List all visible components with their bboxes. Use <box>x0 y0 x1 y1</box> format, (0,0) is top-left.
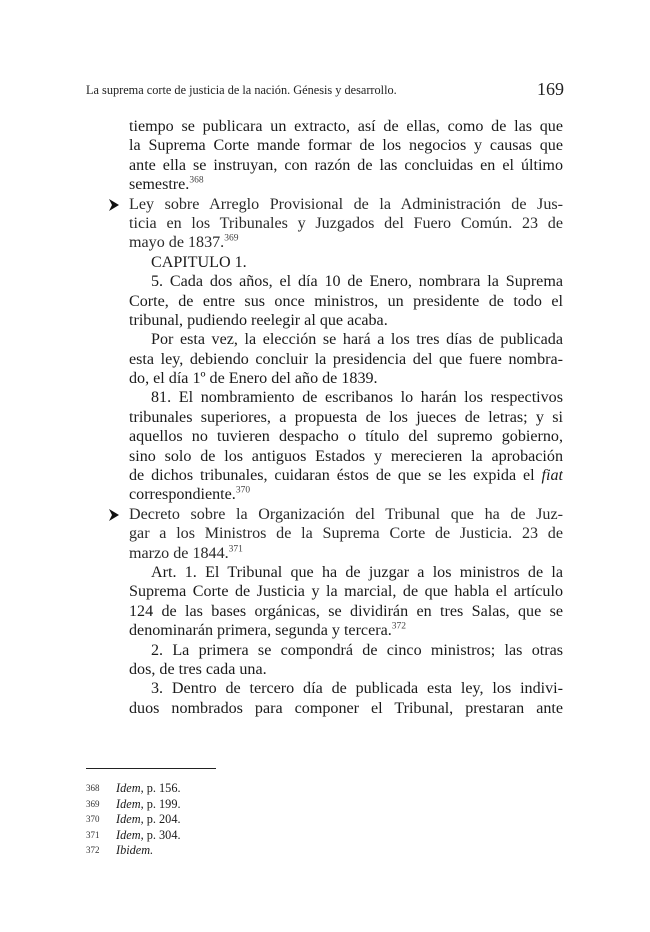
text-line: dos, de tres cada una. <box>129 660 267 678</box>
footnote-number: 371 <box>86 829 100 840</box>
text-line: Art. 1. El Tribunal que ha de juzgar a los ministros de la <box>151 563 563 581</box>
article-2 <box>129 641 563 680</box>
article-5 <box>129 272 563 330</box>
text-line <box>129 621 563 640</box>
footnote-number: 368 <box>86 783 100 793</box>
text-line: aquellos no tuvieren despacho o título del supremo gobierno, <box>129 428 563 446</box>
text-line: la Suprema Corte mande formar de los negocios y causas que <box>129 137 563 155</box>
footnote-page: p. 204. <box>146 812 181 827</box>
text-line: esta ley, debiendo concluir la presidencia del que fuere nombra- <box>129 350 563 368</box>
text-line: ticia en los Tribunales y Juzgados del Fuero Común. 23 de <box>129 214 563 232</box>
italic-term: fiat <box>541 467 563 485</box>
footnote-page: p. 156. <box>146 781 181 795</box>
footnote <box>86 828 181 844</box>
footnote-divider <box>86 768 216 769</box>
footnote-number: 372 <box>86 845 100 856</box>
text-line: tribunales superiores, a propuesta de los jueces de letras; y si <box>129 408 563 426</box>
text-line: do, el día 1º de Enero del año de 1839. <box>129 370 378 388</box>
footnote-cite: Idem, <box>116 796 144 811</box>
text-line: Por esta vez, la elección se hará a los tres días de publicada <box>151 331 563 349</box>
text-line: tiempo se publicara un extracto, así de ellas, como de las que <box>129 118 563 135</box>
text-line: tribunal, pudiendo reelegir al que acaba. <box>129 311 388 329</box>
text-line: duos nombrados para componer el Tribunal, prestaran ante <box>129 699 563 717</box>
text-line: 5. Cada dos años, el día 10 de Enero, nombrara la Suprema <box>151 273 563 291</box>
text-line <box>129 485 563 504</box>
paragraph-continuation <box>129 117 563 195</box>
running-header <box>86 79 564 101</box>
footnote-cite: Idem, <box>116 827 144 842</box>
text-line: Decreto sobre la Organización del Tribunal que ha de Juz- <box>129 505 563 523</box>
text-span: semestre. <box>129 176 190 194</box>
page-number: 169 <box>537 79 564 99</box>
text-line: ante ella se instruyan, con razón de las concluidas en el último <box>129 156 563 174</box>
text-line: Suprema Corte de Justicia y la marcial, de que habla el artículo <box>129 583 563 601</box>
bullet-item-decree <box>129 505 563 563</box>
footnote-ref: 370 <box>235 486 251 497</box>
paragraph-por-esta-vez <box>129 330 563 388</box>
footnote-ref: 368 <box>189 175 204 186</box>
article-3 <box>129 679 563 718</box>
text-line <box>129 233 563 252</box>
footnote-number: 369 <box>86 798 100 809</box>
article-81 <box>129 388 563 504</box>
text-line: 81. El nombramiento de escribanos lo harán los respectivos <box>151 389 563 407</box>
text-line <box>129 544 563 563</box>
text-span: de dichos tribunales, cuidaran éstos de que se les expida el <box>129 467 535 485</box>
footnote-number: 370 <box>86 814 100 825</box>
text-line: 124 de las bases orgánicas, se dividirán en tres Salas, que se <box>129 602 563 620</box>
footnote-cite: Idem, <box>116 812 144 827</box>
bullet-item-law <box>129 195 563 253</box>
footnote-cite: Ibidem. <box>116 843 154 858</box>
running-title: La suprema corte de justicia de la nación. Génesis y desarrollo. <box>86 83 397 97</box>
text-line: Corte, de entre sus once ministros, un presidente de todo el <box>129 292 563 310</box>
footnote <box>86 843 181 859</box>
text-span: mayo de 1837. <box>129 234 225 252</box>
arrowhead-bullet-icon <box>107 198 121 212</box>
arrowhead-bullet-icon <box>107 508 121 522</box>
text-line: sino solo de los antiguos Estados y merecieren la aprobación <box>129 447 563 465</box>
footnote-ref: 369 <box>224 233 239 244</box>
text-line <box>129 175 563 194</box>
footnote-ref: 372 <box>391 621 406 632</box>
text-line: 2. La primera se compondrá de cinco ministros; las otras <box>151 641 563 659</box>
footnote <box>86 812 181 828</box>
text-span: marzo de 1844. <box>129 544 229 562</box>
footnote-ref: 371 <box>228 544 243 555</box>
footnote <box>86 797 181 813</box>
footnote-cite: Idem, <box>116 781 144 795</box>
text-line: 3. Dentro de tercero día de publicada esta ley, los indivi- <box>151 680 563 698</box>
main-text <box>129 117 563 718</box>
footnotes <box>86 781 181 859</box>
footnote-page: p. 199. <box>146 796 181 811</box>
article-1 <box>129 563 563 641</box>
text-span: correspondiente. <box>129 486 236 504</box>
footnote-page: p. 304. <box>146 827 181 842</box>
chapter-heading: CAPITULO 1. <box>151 253 247 271</box>
footnote <box>86 781 181 797</box>
text-line: Ley sobre Arreglo Provisional de la Administración de Jus- <box>129 195 563 213</box>
text-line <box>129 466 563 485</box>
text-line: gar a los Ministros de la Suprema Corte de Justicia. 23 de <box>129 525 563 543</box>
text-span: denominarán primera, segunda y tercera. <box>129 622 392 640</box>
